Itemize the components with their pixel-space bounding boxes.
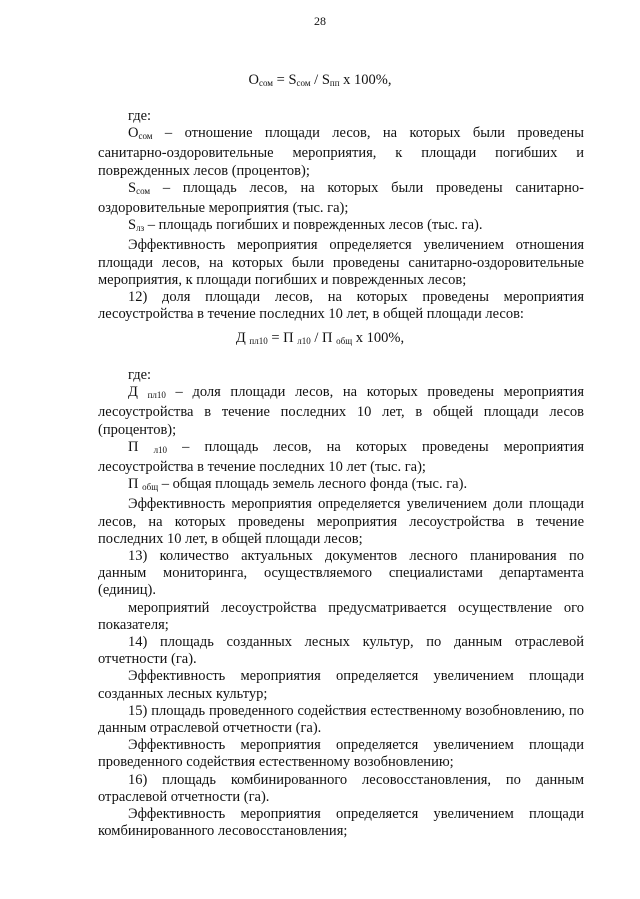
formula-dpl10-eq: = П (267, 330, 298, 346)
effectiveness-paragraph-11: Эффективность мероприятия определяется увеличением отношения площади лесов, на которых были проведены санитарно-оздоровительные мероприятия, к площади погибших и поврежденных лесов; (98, 237, 584, 288)
definition-osom-symbol: О (128, 125, 139, 142)
definition-pl10-symbol: П (128, 438, 154, 455)
effectiveness-paragraph-15: Эффективность мероприятия определяется увеличением площади проведенного содействия естественному возобновлению; (98, 737, 584, 771)
formula-dpl10-lhs: Д (235, 330, 250, 346)
indicator-item-15: 15) площадь проведенного содействия естественному возобновлению, по данным отраслевой отчетности (га). (98, 702, 584, 737)
definition-pl10 (98, 439, 584, 476)
definition-pobsh (98, 476, 584, 496)
formula-dpl10 (0, 330, 640, 347)
formula-osom-eq: = S (273, 72, 297, 88)
definition-osom-sub: сом (138, 131, 153, 142)
definition-pobsh-sub: общ (142, 482, 159, 493)
definition-dpl10-symbol: Д (128, 384, 148, 401)
where-label-1: где: (128, 108, 152, 124)
formula-osom-lhs: О (248, 72, 259, 88)
definition-osom-text: – отношение площади лесов, на которых были проведены санитарно-оздоровительные мероприятия, к площади погибших и поврежденных лесов (процентов); (98, 125, 584, 179)
indicator-item-16: 16) площадь комбинированного лесовосстановления, по данным отраслевой отчетности (га). (98, 771, 584, 805)
indicator-item-14: 14) площадь созданных лесных культур, по данным отраслевой отчетности (га). (98, 634, 584, 668)
text-block-1 (98, 108, 584, 323)
where-label-2: где: (128, 367, 152, 383)
formula-dpl10-lhs-sub: пл10 (249, 336, 268, 346)
definition-pobsh-symbol: П (128, 476, 143, 493)
definition-slz-text: – площадь погибших и поврежденных лесов (тыс. га). (144, 217, 483, 234)
definition-dpl10-text: – доля площади лесов, на которых проведены мероприятия лесоустройства в течение последних 10 лет, в общей площади лесов (процентов); (98, 384, 584, 438)
formula-dpl10-div: / П (310, 330, 337, 346)
indicator-item-12: 12) доля площади лесов, на которых проведены мероприятия лесоустройства в течение последних 10 лет, в общей площади лесов: (98, 289, 584, 323)
definition-slz (98, 217, 584, 237)
formula-osom-tail: х 100%, (339, 72, 392, 88)
formula-osom-s-sub: сом (296, 78, 311, 88)
definition-pl10-sub: л10 (153, 444, 168, 455)
definition-ssom (98, 180, 584, 217)
definition-ssom-symbol: S (128, 179, 137, 196)
definition-dpl10-sub: пл10 (147, 390, 166, 401)
formula-osom-div-sub: пп (329, 78, 340, 88)
definition-pl10-text: – площадь лесов, на которых проведены мероприятия лесоустройства в течение последних 10 лет (тыс. га); (98, 438, 584, 476)
formula-dpl10-div-sub: общ (336, 336, 353, 346)
formula-dpl10-p-sub: л10 (297, 336, 311, 346)
formula-dpl10-tail: х 100%, (352, 330, 405, 346)
definition-ssom-sub: сом (136, 185, 151, 196)
definition-slz-sub: лз (136, 223, 145, 234)
formula-osom-div: / S (310, 72, 330, 88)
page-number: 28 (314, 14, 326, 28)
definition-pobsh-text: – общая площадь земель лесного фонда (тыс. га). (158, 476, 468, 493)
effectiveness-paragraph-13: мероприятий лесоустройства предусматривается осуществление ого показателя; (98, 599, 584, 633)
effectiveness-paragraph-12: Эффективность мероприятия определяется увеличением доли площади лесов, на которых проведены мероприятия лесоустройства в течение последних 10 лет, в общей площади лесов; (98, 496, 584, 547)
formula-osom (0, 72, 640, 89)
definition-ssom-text: – площадь лесов, на которых были проведены санитарно-оздоровительные мероприятия (тыс. га); (98, 179, 584, 217)
definition-osom (98, 125, 584, 180)
text-block-2 (98, 367, 584, 840)
effectiveness-paragraph-16: Эффективность мероприятия определяется увеличением площади комбинированного лесовосстановления; (98, 806, 584, 840)
definition-slz-symbol: S (128, 217, 137, 234)
indicator-item-13: 13) количество актуальных документов лесного планирования по данным мониторинга, осуществляемого специалистами департамента (единиц). (98, 548, 584, 599)
effectiveness-paragraph-14: Эффективность мероприятия определяется увеличением площади созданных лесных культур; (98, 668, 584, 702)
definition-dpl10 (98, 384, 584, 439)
formula-osom-lhs-sub: сом (258, 78, 274, 88)
